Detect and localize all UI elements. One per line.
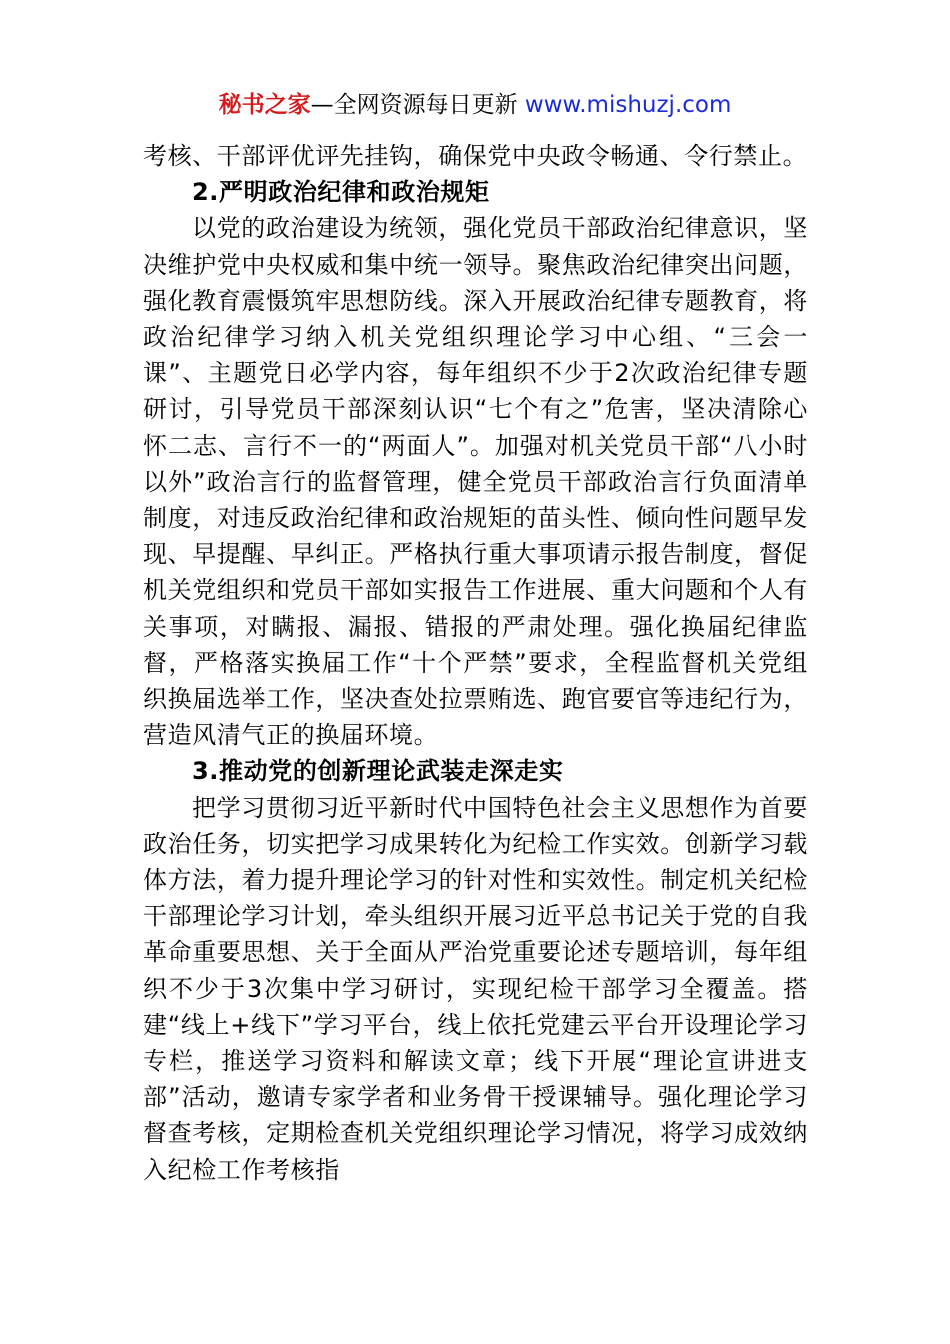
page-header — [0, 88, 950, 122]
paragraph-theory-study: 把学习贯彻习近平新时代中国特色社会主义思想作为首要政治任务，切实把学习成果转化为纪检工作实效。创新学习载体方法，着力提升理论学习的针对性和实效性。制定机关纪检干部理论学习计划，牵头组织开展习近平总书记关于党的自我革命重要思想、关于全面从严治党重要论述专题培训，每年组织不少于3次集中学习研讨，实现纪检干部学习全覆盖。搭建“线上+线下”学习平台，线上依托党建云平台开设理论学习专栏，推送学习资料和解读文章；线下开展“理论宣讲进支部”活动，邀请专家学者和业务骨干授课辅导。强化理论学习督查考核，定期检查机关党组织理论学习情况，将学习成效纳入纪检工作考核指 — [143, 793, 808, 1184]
section-heading-2: 2.严明政治纪律和政治规矩 — [192, 178, 490, 207]
paragraph-political-discipline: 以党的政治建设为统领，强化党员干部政治纪律意识，坚决维护党中央权威和集中统一领导。聚焦政治纪律突出问题，强化教育震慑筑牢思想防线。深入开展政治纪律专题教育，将政治纪律学习纳入机关党组织理论学习中心组、“三会一课”、主题党日必学内容，每年组织不少于2次政治纪律专题研讨，引导党员干部深刻认识“七个有之”危害，坚决清除心怀二志、言行不一的“两面人”。加强对机关党员干部“八小时以外”政治言行的监督管理，健全党员干部政治言行负面清单制度，对违反政治纪律和政治规矩的苗头性、倾向性问题早发现、早提醒、早纠正。严格执行重大事项请示报告制度，督促机关党组织和党员干部如实报告工作进展、重大问题和个人有关事项，对瞒报、漏报、错报的严肃处理。强化换届纪律监督，严格落实换届工作“十个严禁”要求，全程监督机关党组织换届选举工作，坚决查处拉票贿选、跑官要官等违纪行为，营造风清气正的换届环境。 — [143, 214, 808, 750]
site-url-link[interactable]: www.mishuzj.com — [524, 92, 732, 118]
paragraph-continuation: 考核、干部评优评先挂钩，确保党中央政令畅通、令行禁止。 — [143, 142, 808, 170]
site-brand: 秘书之家 — [218, 92, 311, 118]
header-tagline: —全网资源每日更新 — [310, 92, 525, 118]
section-heading-3: 3.推动党的创新理论武装走深走实 — [192, 757, 564, 786]
document-body — [143, 138, 808, 1188]
